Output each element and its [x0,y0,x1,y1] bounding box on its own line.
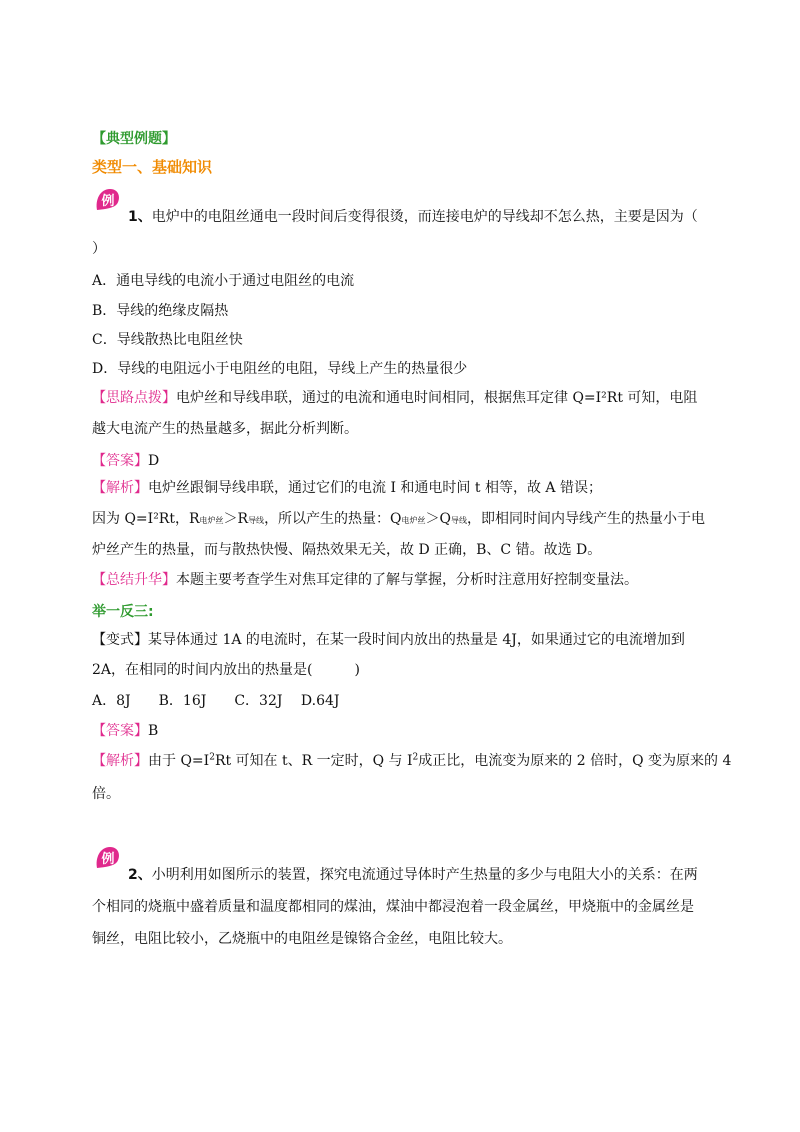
variant-answer-label: 【答案】 [92,723,148,739]
variant-analysis1-a: 由于 Q=I [148,753,210,769]
q1-summary-line [92,571,638,589]
q1-option-d: D．导线的电阻远小于电阻丝的电阻，导线上产生的热量很少 [92,361,468,377]
q1-analysis2-sub3: 电炉丝 [401,516,426,525]
q1-analysis1: 电炉丝跟铜导线串联，通过它们的电流 I 和通电时间 t 相等，故 A 错误； [148,480,602,496]
q1-analysis-line1 [92,479,602,497]
example-badge-icon [94,186,122,214]
q1-analysis2-e: ，即相同时间内导线产生的热量小于电 [467,511,706,527]
q1-summary: 本题主要考查学生对焦耳定律的了解与掌握，分析时注意用好控制变量法。 [176,572,638,588]
q1-hint2: 越大电流产生的热量越多，据此分析判断。 [92,421,358,437]
variant-analysis1-c: 成正比，电流变为原来的 2 倍时，Q 变为原来的 4 [418,753,732,769]
example-badge-char: 例 [101,194,115,209]
q1-hint-label: 【思路点拨】 [92,390,176,406]
q1-option-b: B．导线的绝缘皮隔热 [92,303,229,319]
q1-number: 1、 [128,209,152,225]
q1-analysis2-d: ＞Q [425,511,452,527]
variant-answer: B [148,723,159,739]
variant-analysis1-sup1: 2 [209,752,215,763]
section-heading: 【典型例题】 [92,131,176,147]
q1-analysis3: 炉丝产生的热量，而与散热快慢、隔热效果无关，故 D 正确，B、C 错。故选 D。 [92,542,602,558]
q1-analysis-label: 【解析】 [92,480,148,496]
q1-analysis2-sub1: 电炉丝 [199,516,224,525]
q2-stem2: 个相同的烧瓶中盛着质量和温度都相同的煤油，煤油中都浸泡着一段金属丝，甲烧瓶中的金属丝是 [92,899,694,915]
example-badge-char: 例 [101,852,115,867]
q1-hint1: 电炉丝和导线串联，通过的电流和通电时间相同，根据焦耳定律 Q=I²Rt 可知，电阻 [176,390,698,406]
variant-answer-line [92,722,158,740]
q2-stem-line1 [128,866,698,884]
q1-summary-label: 【总结升华】 [92,572,176,588]
variant-stem2: 2A，在相同的时间内放出的热量是( ) [92,662,360,678]
q1-answer: D [148,453,160,469]
variant-stem1: 某导体通过 1A 的电流时，在某一段时间内放出的热量是 4J，如果通过它的电流增加到 [148,632,685,648]
example-badge-icon [94,844,122,872]
variant-analysis-line1 [92,752,731,770]
q1-analysis-line2 [92,510,705,530]
q1-answer-line [92,452,159,470]
q1-stem1: 电炉中的电阻丝通电一段时间后变得很烫，而连接电炉的导线却不怎么热，主要是因为（ [151,209,698,225]
q1-analysis2-sub4: 导线 [451,516,468,525]
q1-hint-line1 [92,389,697,407]
q1-analysis2-c: ，所以产生的热量：Q [264,511,402,527]
q1-answer-label: 【答案】 [92,453,148,469]
q2-stem1: 小明利用如图所示的装置，探究电流通过导体时产生热量的多少与电阻大小的关系：在两 [151,867,698,883]
variant-analysis1-b: Rt 可知在 t、R 一定时，Q 与 I [214,753,413,769]
type-heading: 类型一、基础知识 [92,158,213,176]
q1-stem-line1 [128,208,698,226]
variant-label: 【变式】 [92,632,148,648]
q1-option-c: C．导线散热比电阻丝快 [92,332,243,348]
q2-stem3: 铜丝，电阻比较小，乙烧瓶中的电阻丝是镍铬合金丝，电阻比较大。 [92,931,512,947]
variant-analysis-label: 【解析】 [92,753,148,769]
variant-analysis1-sup2: 2 [412,752,419,763]
q1-analysis2-b: ＞R [223,511,249,527]
variant-stem-line1 [92,631,685,649]
q2-number: 2、 [128,867,152,883]
q1-option-a: A．通电导线的电流小于通过电阻丝的电流 [92,273,355,289]
q1-analysis2-sub2: 导线 [248,516,265,525]
variant-options: A．8J B．16J C．32J D.64J [92,693,340,709]
variant-title: 举一反三: [92,604,154,620]
q1-analysis2-a: 因为 Q=I²Rt，R [92,511,200,527]
q1-stem2: ） [92,241,106,257]
variant-analysis2: 倍。 [92,786,120,802]
